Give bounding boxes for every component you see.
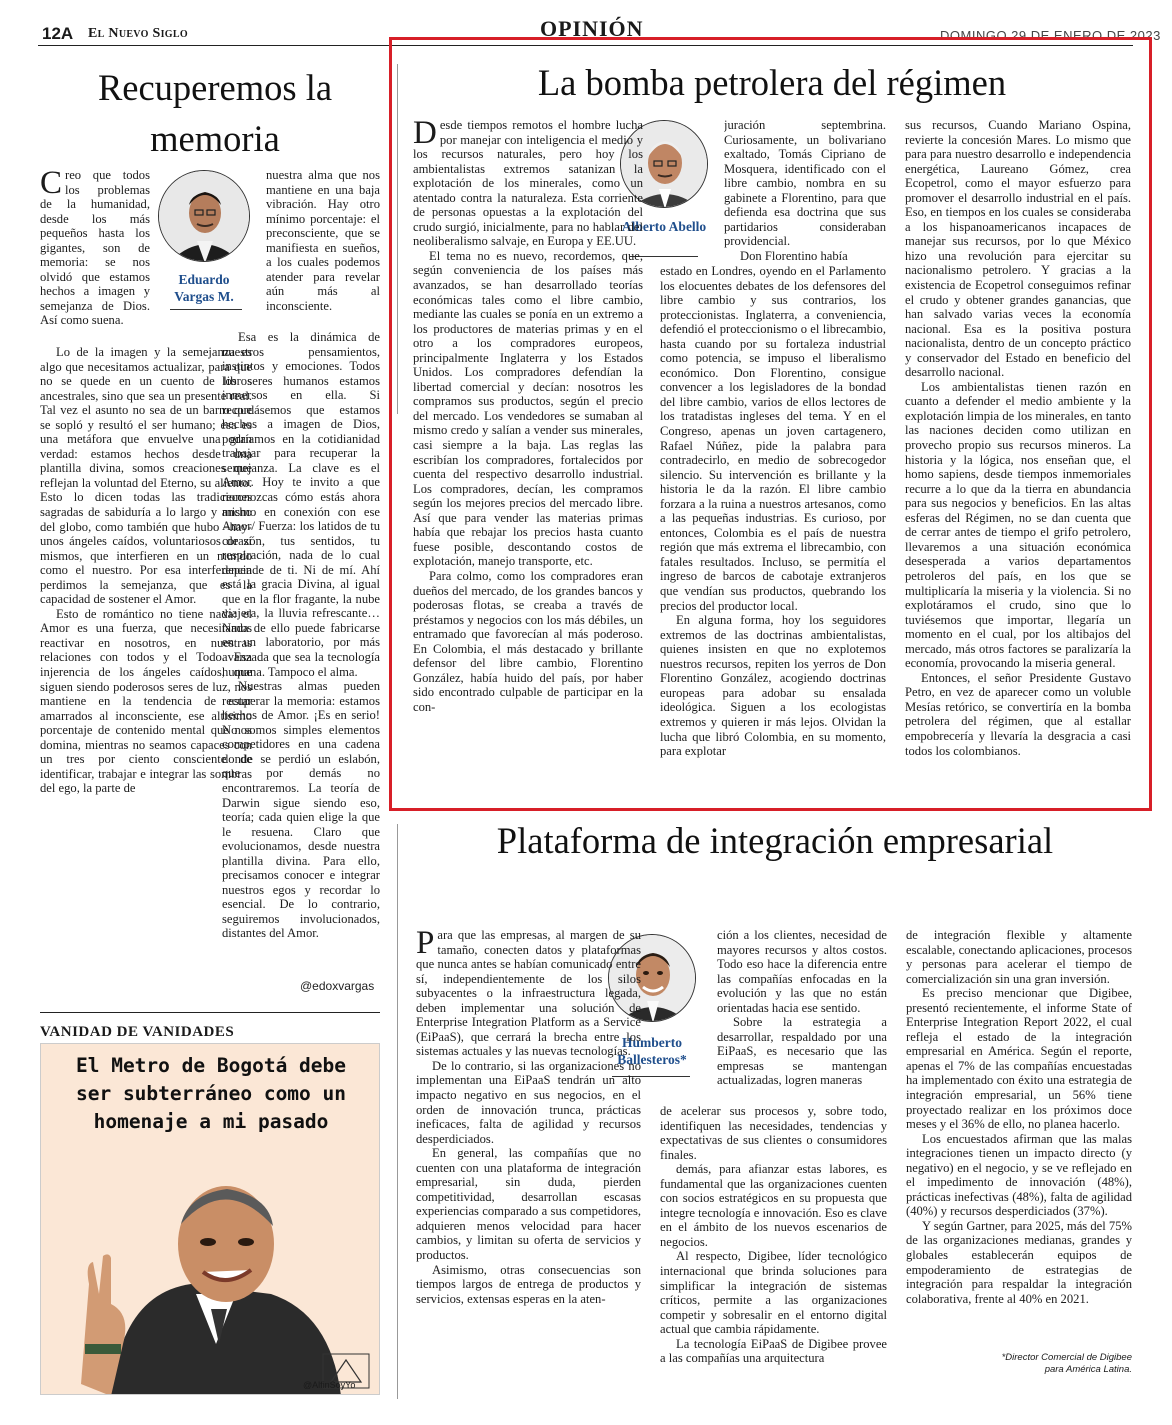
paragraph: Esa es la dinámica de nuestros pensamientos, instintos y emociones. Todos los seres humanos estamos inmersos en ella. Si recordásemos que estamos hechos a imagen de Dios, podríamos en la cotidianidad trabajar para recuperar la semejanza. La clave es el Amor. Hoy te invito a que reconozcas cómo estás ahora mismo en conexión con ese Amor/ Fuerza: los latidos de tu corazón, tus sentidos, tu respiración, nada de lo cual depende de ti. Ni de mí. Ahí está la gracia Divina, al igual que en la flor fragante, la nube viajera, la lluvia refrescante… Nada de ello puede fabricarse en un laboratorio, por más avanzada que sea la tecnología humana. Tampoco el alma. <box>222 330 380 679</box>
paragraph: Los encuestados afirman que las malas integraciones tienen un impacto directo (y negativo) en el negocio, y se ve reflejado en el impedimento de innovación (48%), prácticas inefectivas (48%), falta de agilidad (40%) y recursos desperdiciados (37%). <box>906 1131 1132 1219</box>
paragraph: En alguna forma, hoy los seguidores extremos de las doctrinas ambientalistas, quienes insisten en que no explotemos nuestros recursos, repiten los yerros de Don Florentino González, acogiendo doctrinas europeas para adobar su ensalada ideológica. Siguen a los ecologistas extremos y quieren ir más lejos. Olvidan la lucha que libró Colombia, en su momento, para explotar <box>660 613 886 759</box>
paragraph: Sobre la estrategia a desarrollar, respaldado por una EiPaaS, es necesario que las empresas se mantengan actualizadas, logren maneras <box>717 1015 887 1088</box>
paragraph: De lo contrario, si las organizaciones no implementan una EiPaaS tendrán un alto impacto negativo en sus negocios, en el orden de innovación trunca, prácticas ineficaces, falta de agilidad y recursos desperdiciados. <box>416 1058 641 1146</box>
dropcap: P <box>416 928 435 961</box>
cartoon-drawing <box>41 1144 380 1395</box>
paragraph: Al respecto, Digibee, líder tecnológico internacional que brinda soluciones para simplificar la integración de sistemas críticos, permite a las organizaciones competir y sobresalir en el entorno digital actual que cambia rápidamente. <box>660 1249 887 1337</box>
paragraph: En general, las compañías que no cuenten con una plataforma de integración empresarial, sin duda, pierden competitividad, desarrollan escasas experiencias comparado a sus competidores, adquieren menos velocidad para hacer cambios, y limitan su oferta de servicios y productos. <box>416 1146 641 1263</box>
paragraph: Esto de romántico no tiene nada: el Amor es una fuerza, que necesitamos reactivar en nosotros, en nuestras relaciones con todos y el Todo. Esa injerencia de los ángeles caídos, que siguen siendo poderosos seres de luz, nos mantiene en la tendencia de estar amarrados al inconsciente, ese altísimo porcentaje de contenido mental que nos domina, mientras no seamos capaces con un tres por ciento consciente de identificar, trabajar e integrar las sombras del ego, la parte de <box>40 606 252 796</box>
paragraph: Entonces, el señor Presidente Gustavo Petro, en vez de aparecer como un voluble Mesías retórico, se convertiría en la bomba petrolera del régimen, que al estallar empobrecería y llevaría la desgracia a casi todos los colombianos. <box>905 670 1131 758</box>
article2-col3 <box>905 118 1131 798</box>
article1-col2-top <box>266 168 380 328</box>
cartoon-signature: @AlfinSoyYo <box>303 1380 356 1390</box>
author-handle: @edoxvargas <box>300 979 375 993</box>
paragraph: ara que las empresas, al margen de su tamaño, conecten datos y plataformas que nunca antes se habían comunicado entre sí, independientemente de los silos subyacentes o la infraestructura legada, deben implementar una solución de Enterprise Integration Platform as a Service (EiPaaS), que cerrará la brecha entre los sistemas actuales y las nuevas tecnologías. <box>416 928 641 1059</box>
paragraph: El tema no es nuevo, recordemos, que, según conveniencia de los países más avanzados, se han desarrollado teorías económicas tales como el libre cambio, mediante las cuales se ponía en un extremo a los productores de materias primas y en el otro a los compradores europeos, principalmente Inglaterra y los Estados Unidos. Los compradores defendían la libertad comercial y decían: nosotros les compramos sus productos, según el precio del mercado. Los vendedores se sumaban al mismo credo y salían a vender sus minerales, casi siempre a la baja. Las reglas las escribían los compradores, fortalecidos por cuenta del respectivo desarrollo industrial. Los compradores, decían, les compramos según los mejores precios del mercado libre. Así que para vender las materias primas había que rebajar los precios hasta cuanto fuese posible, descontando costos de explotación, manejo transporte, etc. <box>413 248 643 569</box>
article3-col2-top <box>717 928 887 1108</box>
author-rule <box>170 309 242 310</box>
author-footnote <box>906 1352 1132 1376</box>
paragraph: Los ambientalistas tienen razón en cuanto a defender el medio ambiente y la explotación limpia de los minerales, en tanto las naciones deciden como utilizan en provecho propio sus recursos mineros. La historia y la lógica, nos enseñan que, el homo sapiens, desde tiempos inmemoriales recurre a lo que da la tierra en abundancia para sus negocios y beneficios. En las altas esferas del Régimen, no se dan cuenta que de cerrar antes de tiempo el grifo petrolero, llevaremos a una situación económica desesperada a varios departamentos petroleros del país, en los que se multiplicaría la miseria y la violencia. Si no explotáramos el crudo, sino que lo tuviésemos que importar, llegaría un momento en el cual, por los altibajos del mercado, más otros factores se paralizaría la economía, provocando la miseria general. <box>905 379 1131 671</box>
article3-col3 <box>906 928 1132 1350</box>
article-title-bomba: La bomba petrolera del régimen <box>537 62 1007 103</box>
cartoon-caption: El Metro de Bogotá debe ser subterráneo como un homenaje a mi pasado <box>75 1054 347 1133</box>
article-title-plataforma: Plataforma de integración empresarial <box>496 820 1054 861</box>
paragraph: Nuestras almas pueden recuperar la memoria: estamos hechos de Amor. ¡Es en serio! No somos simples elementos competidores en una cadena donde se perdió un eslabón, que por demás no encontraremos. La teoría de Darwin sigue siendo eso, teoría; cada quien elige la que le resuena. Claro que evolucionamos, desde nuestra plantilla divina. Para ello, precisamos conocer e integrar nuestros egos y recordar lo esencial. De lo contrario, seguiremos involucionados, distantes del Amor. <box>222 679 380 941</box>
paragraph: juración septembrina. Curiosamente, un bolivariano exaltado, Tomás Cipriano de Mosquera, identificado con el libre cambio, nombra en su gabinete a Florentino, para que defienda esa doctrina que sus partidarios consideraban providencial. <box>724 118 886 249</box>
paragraph: Don Florentino había <box>740 248 848 263</box>
paragraph: de acelerar sus procesos y, sobre todo, identifiquen las necesidades, tendencias y expectativas de sus clientes o consumidores finales. <box>660 1104 887 1162</box>
newspaper-name: El Nuevo Siglo <box>88 26 188 41</box>
paragraph: demás, para afianzar estas labores, es fundamental que las organizaciones cuenten con socios estratégicos en su propuesta que integre tecnología e innovación. Eso es clave en el ámbito de los nuevos escenarios de negocios. <box>660 1162 887 1249</box>
paragraph: La tecnología EiPaaS de Digibee provee a las compañías una arquitectura <box>660 1336 887 1366</box>
article1-col1-top <box>40 168 150 348</box>
author-name-humberto: Humberto Ballesteros* <box>617 1035 687 1067</box>
article2-col2 <box>660 264 886 798</box>
paragraph: sus recursos, Cuando Mariano Ospina, revierte la concesión Mares. Lo mismo que para para nuestro desarrollo e independencia energética, Laureano Gómez, crea Ecopetrol, como el mayor esfuerzo para promover el desarrollo industrial en el país. Eso, en tiempos en los cuales se consideraba a los hispanoamericanos incapaces de manejar sus recursos, por lo que México hizo una revolución para ejercitar su nacionalismo petrolero. Y gracias a la existencia de Ecopetrol conseguimos refinar el crudo y obtener grandes ganancias, que han salvado varias veces la economía nacional. Esa es la positiva postura nacionalista, dentro de un concepto práctico y conservador del Estado en beneficio del desarrollo nacional. <box>905 118 1131 380</box>
cartoon-section-title: VANIDAD DE VANIDADES <box>40 1024 235 1040</box>
cartoon-rule <box>40 1012 380 1013</box>
article-title-recuperemos: Recuperemos la memoria <box>97 67 333 159</box>
paragraph: Es preciso mencionar que Digibee, presentó recientemente, el informe State of Enterprise Integration Report 2022, el cual refleja el estado de la integración empresarial en América. Según el reporte, apenas el 7% de las compañías encuestadas ha implementado con éxito una estrategia de integración empresarial, un 56% tiene proyectado realizar en los próximos doce meses y el 36% de ello, no planea hacerlo. <box>906 986 1132 1132</box>
article1-col1 <box>40 345 252 997</box>
footnote-line: para América Latina. <box>1044 1364 1132 1375</box>
paragraph: reo que todos los problemas de la humanidad, desde los más pequeños hasta los gigantes, son de memoria: se nos olvidó que estamos hechos a imagen y semejanza de Dios. Así como suena. <box>40 168 150 328</box>
footnote-line: *Director Comercial de Digibee <box>1001 1352 1132 1363</box>
page-number: 12A <box>42 24 74 43</box>
dropcap: D <box>413 118 437 151</box>
paragraph: nuestra alma que nos mantiene en una baja vibración. Hay otro mínimo porcentaje: el preconsciente, que se manifiesta en sueños, a los cuales podemos atender para revelar aún más al inconsciente. <box>266 168 380 313</box>
article3-col1 <box>416 928 641 1398</box>
paragraph: ción a los clientes, necesidad de mayores recursos y altos costos. Todo eso hace la diferencia entre las compañías enfocadas en la evolución y las que no están orientadas hacia ese sentido. <box>717 928 887 1015</box>
dropcap: C <box>40 168 63 201</box>
author-name-eduardo: Eduardo Vargas M. <box>174 272 234 304</box>
paragraph: Asimismo, otras consecuencias son tiempos largos de entrega de productos y servicios, extensas esperas en la aten- <box>416 1262 641 1306</box>
author-photo-eduardo <box>158 170 250 262</box>
cartoon-image <box>40 1043 380 1395</box>
paragraph: estado en Londres, oyendo en el Parlamento los elocuentes debates de los defensores del libre cambio y sus contrarios, los proteccionistas. Inglaterra, a conveniencia, defendió el proteccionismo o el librecambio, hasta cuando por su fortaleza industrial como potencia, se impuso el liberalismo económico. Don Florentino, consigue convencer a los legisladores de la bondad del libre cambio, varios de ellos lectores de los tratadistas ingleses del tema. Y en el Congreso, apenas un joven cartagenero, Rafael Núñez, pide la palabra para contradecirlo, en medio de sobrecogedor silencio. Su intervención es brillante y la historia le da la razón. El libre cambio forzara a la ruina a nuestros artesanos, como a las pequeñas industrias. Es curioso, por entonces, Colombia es el país de nuestra región que más extrema el librecambio, con fatales resultados. Incluso, se permitía el ingreso de barcos de cabotaje extranjeros que vendían sus productos, quebrando los precios del productor local. <box>660 264 886 613</box>
edition-date: DOMINGO 29 DE ENERO DE 2023 <box>940 28 1161 42</box>
article2-col2-top <box>724 118 886 264</box>
article1-col2 <box>222 330 380 970</box>
paragraph: Lo de la imagen y la semejanza es algo que necesitamos actualizar, para que no se quede en un cuento de libros ancestrales, sino que sea un presente real. Tal vez el asunto no sea de un barro que se sopló y resultó el ser humano; esa es una metáfora que envuelve una gran verdad: estamos hechos desde una plantilla divina, somos creaciones que reflejan la voluntad del Eterno, su aliento. Esto lo dicen todas las tradiciones sagradas de sabiduría a lo largo y ancho del globo, como también que hubo –hay- unos ángeles caídos, voluntariosos de sí mismos, que interfieren en un mundo como el nuestro. Por esa interferencia perdimos la semejanza, que es la capacidad de sostener el Amor. <box>40 345 252 607</box>
paragraph: Y según Gartner, para 2025, más del 75% de las organizaciones medianas, grandes y globales establecerán equipos de empoderamiento de estrategias de integración para respaldar la integración colaborativa, frente al 40% en 2021. <box>906 1218 1132 1306</box>
column-divider <box>397 824 398 1399</box>
article2-col1 <box>413 118 643 798</box>
article3-col2 <box>660 1104 887 1398</box>
paragraph: de integración flexible y altamente escalable, conectando aplicaciones, procesos y personas para acelerar el tiempo de comercialización sin una gran inversión. <box>906 928 1132 986</box>
paragraph: Para colmo, como los compradores eran dueños del mercado, de los grandes bancos y poderosas flotas, se creaba a través de préstamos y negocios con los más débiles, un entramado que favorecían al más poderoso. En Colombia, el más destacado y brillante defensor del libre cambio, Florentino González, había huido del país, por haber sido encontrado culpable de participar en la con- <box>413 568 643 714</box>
author-name-alberto: Alberto Abello <box>621 219 707 234</box>
paragraph: esde tiempos remotos el hombre lucha por manejar con inteligencia el medio y los recursos naturales, pero hoy los ambientalistas extremos satanizan la explotación de los minerales, como un atentado contra la naturaleza. Esta corriente de personas opuestas a la explotación del crudo surgió, inicialmente, para no hablar del neoliberalismo salvaje, en Europa y EE.UU. <box>413 118 643 249</box>
section-title: OPINIÓN <box>540 16 644 36</box>
